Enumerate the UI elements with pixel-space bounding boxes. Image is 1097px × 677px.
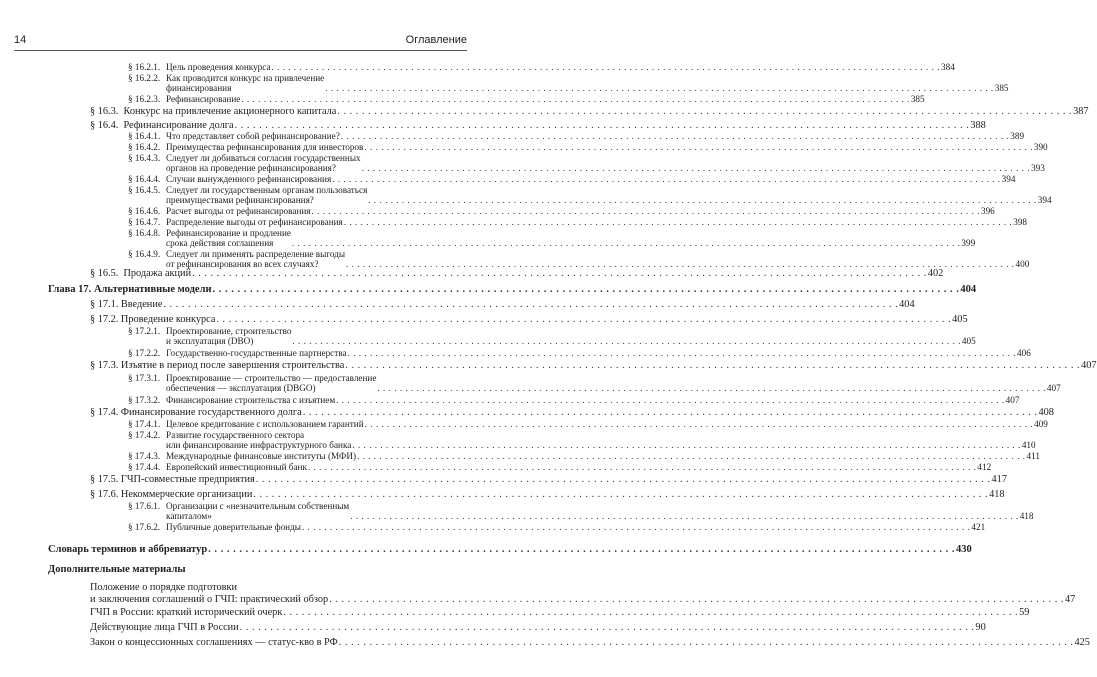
- toc-entry[interactable]: [90, 489, 1005, 501]
- toc-entry-title: Как проводится конкурс на привлечение финансирования: [166, 72, 325, 94]
- toc-entry-page: 425: [1074, 637, 1090, 648]
- toc-entry-page: 407: [1005, 395, 1020, 405]
- dot-leader: . . . . . . . . . . . . . . . . . . . . . . . . . . . . . . . . . . . . . . . . . . . . . . . . . . . . . . . . . . . . . . . . . . . . . . . . . . . . . . . . . . . . . . . . . . . . . . . . . . . . . . . . . . . . . . . . . . . . . . . .: [336, 395, 1005, 405]
- toc-entry-title: Цель проведения конкурса: [166, 62, 271, 72]
- toc-entry[interactable]: [128, 62, 955, 73]
- toc-entry-title: Европейский инвестиционный банк: [166, 462, 307, 472]
- toc-entry-title: Проектирование, строительство и эксплуатация (DBO): [166, 325, 292, 347]
- toc-entry-page: 90: [975, 622, 986, 633]
- toc-entry-number: § 16.4.6.: [128, 206, 161, 216]
- toc-entry-number: § 16.5.: [90, 268, 124, 279]
- toc-entry[interactable]: [128, 94, 925, 105]
- toc-entry-page: 421: [971, 522, 986, 532]
- toc-entry[interactable]: [48, 544, 972, 556]
- toc-entry-title: Некоммерческие организации: [120, 489, 253, 500]
- dot-leader: . . . . . . . . . . . . . . . . . . . . . . . . . . . . . . . . . . . . . . . . . . . . . . . . . . . . . . . . . . . . . . . . . . . . . . . . . . . . . . . . . . . . . . . . . . . . . . . . . . . . . . . . . . . . . . . . . . . . . . . .: [239, 622, 975, 633]
- toc-entry-page: 399: [961, 238, 976, 249]
- toc-entry-page: 407: [1046, 383, 1061, 394]
- toc-entry-title: Изъятие в период после завершения строительства: [120, 360, 345, 371]
- toc-entry-page: 394: [1037, 195, 1052, 206]
- toc-entry-title: Проведение конкурса: [120, 314, 216, 325]
- toc-entry[interactable]: [128, 372, 1061, 394]
- toc-entry-page: 417: [991, 474, 1007, 485]
- toc-entry-number: § 16.2.3.: [128, 94, 161, 104]
- toc-entry[interactable]: [90, 360, 1097, 372]
- dot-leader: . . . . . . . . . . . . . . . . . . . . . . . . . . . . . . . . . . . . . . . . . . . . . . . . . . . . . . . . . . . . . . . . . . . . . . . . . . . . . . . . . . . . . . . . . . . . . . . . . . . . . . . . . . . . . . . . . . . . . . . .: [364, 142, 1033, 152]
- dot-leader: . . . . . . . . . . . . . . . . . . . . . . . . . . . . . . . . . . . . . . . . . . . . . . . . . . . . . . . . . . . . . . . . . . . . . . . . . . . . . . . . . . . . . . . . . . . . . . . . . . . . . . . . . . . . . . . . . . . . . . . .: [212, 284, 960, 295]
- toc-entry[interactable]: [128, 227, 976, 249]
- toc-entry-number: § 17.2.2.: [128, 348, 161, 358]
- toc-entry[interactable]: [128, 419, 1048, 430]
- toc-entry[interactable]: [128, 217, 1027, 228]
- dot-leader: . . . . . . . . . . . . . . . . . . . . . . . . . . . . . . . . . . . . . . . . . . . . . . . . . . . . . . . . . . . . . . . . . . . . . . . . . . . . . . . . . . . . . . . . . . . . . . . . . . . . . . . . . . . . . . . . . . . . . . . .: [234, 120, 970, 131]
- toc-entry[interactable]: [90, 607, 1030, 619]
- toc-entry-number: § 16.4.9.: [128, 249, 161, 259]
- toc-entry[interactable]: [128, 500, 1034, 522]
- dot-leader: . . . . . . . . . . . . . . . . . . . . . . . . . . . . . . . . . . . . . . . . . . . . . . . . . . . . . . . . . . . . . . . . . . . . . . . . . . . . . . . . . . . . . . . . . . . . . . . . . . . . . . . . . . . . . . . . . . . . . . . .: [311, 206, 980, 216]
- dot-leader: . . . . . . . . . . . . . . . . . . . . . . . . . . . . . . . . . . . . . . . . . . . . . . . . . . . . . . . . . . . . . . . . . . . . . . . . . . . . . . . . . . . . . . . . . . . . . . . . . . . . . . . . . . . . . . . . . . . . . . . .: [163, 299, 899, 310]
- toc-entry-title: Введение: [120, 299, 163, 310]
- toc-entry-page: 400: [1015, 259, 1030, 270]
- toc-entry-page: 390: [1033, 142, 1048, 152]
- dot-leader: . . . . . . . . . . . . . . . . . . . . . . . . . . . . . . . . . . . . . . . . . . . . . . . . . . . . . . . . . . . . . . . . . . . . . . . . . . . . . . . . . . . . . . . . . . . . . . . . . . . . . . . . . . . . . . . . . . . . . . . .: [301, 522, 971, 532]
- toc-entry-page: 418: [1019, 511, 1034, 522]
- toc-entry-number: § 16.4.2.: [128, 142, 161, 152]
- toc-entry[interactable]: [128, 395, 1020, 406]
- toc-entry[interactable]: [90, 299, 915, 311]
- toc-entry[interactable]: [128, 248, 1030, 270]
- toc-entry-page: 407: [1081, 360, 1097, 371]
- toc-entry-page: 385: [994, 83, 1009, 94]
- dot-leader: . . . . . . . . . . . . . . . . . . . . . . . . . . . . . . . . . . . . . . . . . . . . . . . . . . . . . . . . . . . . . . . . . . . . . . . . . . . . . . . . . . . . . . . . . . . . . . . . . . . . . . . . . . . . . . . . . . . . . . . .: [292, 336, 961, 347]
- toc-entry-title: Продажа акций: [123, 268, 192, 279]
- dot-leader: . . . . . . . . . . . . . . . . . . . . . . . . . . . . . . . . . . . . . . . . . . . . . . . . . . . . . . . . . . . . . . . . . . . . . . . . . . . . . . . . . . . . . . . . . . . . . . . . . . . . . . . . . . . . . . . . . . . . . . . .: [325, 83, 994, 94]
- toc-entry[interactable]: [90, 407, 1054, 419]
- toc-entry-title: Случаи вынужденного рефинансирования: [166, 174, 332, 184]
- toc-entry[interactable]: [128, 451, 1040, 462]
- toc-entry[interactable]: [90, 622, 986, 634]
- dot-leader: . . . . . . . . . . . . . . . . . . . . . . . . . . . . . . . . . . . . . . . . . . . . . . . . . . . . . . . . . . . . . . . . . . . . . . . . . . . . . . . . . . . . . . . . . . . . . . . . . . . . . . . . . . . . . . . . . . . . . . . .: [255, 474, 991, 485]
- dot-leader: . . . . . . . . . . . . . . . . . . . . . . . . . . . . . . . . . . . . . . . . . . . . . . . . . . . . . . . . . . . . . . . . . . . . . . . . . . . . . . . . . . . . . . . . . . . . . . . . . . . . . . . . . . . . . . . . . . . . . . . .: [283, 607, 1019, 618]
- toc-entry-title: Развитие государственного сектора или финансирование инфраструктурного банка: [166, 429, 352, 451]
- toc-entry-title: Словарь терминов и аббревиатур: [48, 544, 208, 555]
- toc-entry[interactable]: [128, 522, 986, 533]
- dot-leader: . . . . . . . . . . . . . . . . . . . . . . . . . . . . . . . . . . . . . . . . . . . . . . . . . . . . . . . . . . . . . . . . . . . . . . . . . . . . . . . . . . . . . . . . . . . . . . . . . . . . . . . . . . . . . . . . . . . . . . . .: [291, 238, 961, 249]
- toc-entry-title: Конкурс на привлечение акционерного капитала: [123, 106, 337, 117]
- toc-entry-title: Финансирование государственного долга: [120, 407, 302, 418]
- toc-entry-page: 408: [1038, 407, 1054, 418]
- toc-entry-page: 384: [941, 62, 955, 72]
- toc-entry-page: 398: [1013, 217, 1027, 227]
- toc-entry-number: § 17.2.: [90, 314, 121, 325]
- toc-entry-title: Рефинансирование: [166, 94, 241, 104]
- dot-leader: . . . . . . . . . . . . . . . . . . . . . . . . . . . . . . . . . . . . . . . . . . . . . . . . . . . . . . . . . . . . . . . . . . . . . . . . . . . . . . . . . . . . . . . . . . . . . . . . . . . . . . . . . . . . . . . . . . . . . . . .: [361, 163, 1031, 174]
- toc-entry[interactable]: [128, 325, 976, 347]
- toc-entry-title: Международные финансовые институты (МФИ): [166, 451, 357, 461]
- toc-entry-page: 59: [1019, 607, 1030, 618]
- toc-entry-title: Преимущества рефинансирования для инвесторов: [166, 142, 364, 152]
- toc-entry-page: 393: [1031, 163, 1045, 174]
- dot-leader: . . . . . . . . . . . . . . . . . . . . . . . . . . . . . . . . . . . . . . . . . . . . . . . . . . . . . . . . . . . . . . . . . . . . . . . . . . . . . . . . . . . . . . . . . . . . . . . . . . . . . . . . . . . . . . . . . . . . . . . .: [338, 637, 1074, 648]
- toc-entry-number: § 17.3.: [90, 360, 121, 371]
- toc-entry-number: § 17.5.: [90, 474, 121, 485]
- toc-entry-number: § 16.4.8.: [128, 228, 161, 238]
- dot-leader: . . . . . . . . . . . . . . . . . . . . . . . . . . . . . . . . . . . . . . . . . . . . . . . . . . . . . . . . . . . . . . . . . . . . . . . . . . . . . . . . . . . . . . . . . . . . . . . . . . . . . . . . . . . . . . . . . . . . . . . .: [364, 419, 1034, 429]
- dot-leader: . . . . . . . . . . . . . . . . . . . . . . . . . . . . . . . . . . . . . . . . . . . . . . . . . . . . . . . . . . . . . . . . . . . . . . . . . . . . . . . . . . . . . . . . . . . . . . . . . . . . . . . . . . . . . . . . . . . . . . . .: [368, 195, 1037, 206]
- toc-entry-page: 396: [980, 206, 995, 216]
- toc-entry-title: ГЧП в России: краткий исторический очерк: [90, 607, 283, 618]
- toc-entry-number: § 17.3.1.: [128, 373, 161, 383]
- toc-entry-page: 404: [899, 299, 915, 310]
- toc-entry-page: 430: [956, 544, 972, 555]
- toc-entry-page: 47: [1064, 594, 1076, 605]
- dot-leader: . . . . . . . . . . . . . . . . . . . . . . . . . . . . . . . . . . . . . . . . . . . . . . . . . . . . . . . . . . . . . . . . . . . . . . . . . . . . . . . . . . . . . . . . . . . . . . . . . . . . . . . . . . . . . . . . . . . . . . . .: [271, 62, 940, 72]
- dot-leader: . . . . . . . . . . . . . . . . . . . . . . . . . . . . . . . . . . . . . . . . . . . . . . . . . . . . . . . . . . . . . . . . . . . . . . . . . . . . . . . . . . . . . . . . . . . . . . . . . . . . . . . . . . . . . . . . . . . . . . . .: [302, 407, 1038, 418]
- toc-entry-title: Финансирование строительства с изъятием: [166, 395, 336, 405]
- toc-entry[interactable]: [128, 174, 1016, 185]
- toc-entry-page: 394: [1001, 174, 1016, 184]
- toc-entry-number: § 17.6.: [90, 489, 121, 500]
- toc-entry[interactable]: [128, 206, 995, 217]
- dot-leader: . . . . . . . . . . . . . . . . . . . . . . . . . . . . . . . . . . . . . . . . . . . . . . . . . . . . . . . . . . . . . . . . . . . . . . . . . . . . . . . . . . . . . . . . . . . . . . . . . . . . . . . . . . . . . . . . . . . . . . . .: [208, 544, 956, 555]
- toc-entry-number: § 16.4.5.: [128, 185, 161, 195]
- toc-entry[interactable]: [128, 348, 1031, 359]
- toc-entry-number: Глава 17.: [48, 284, 94, 295]
- toc-entry-number: § 17.6.2.: [128, 522, 161, 532]
- toc-entry-title: Что представляет собой рефинансирование?: [166, 131, 340, 141]
- toc-entry-page: 405: [961, 336, 976, 347]
- toc-entry-number: § 16.4.: [90, 120, 124, 131]
- dot-leader: . . . . . . . . . . . . . . . . . . . . . . . . . . . . . . . . . . . . . . . . . . . . . . . . . . . . . . . . . . . . . . . . . . . . . . . . . . . . . . . . . . . . . . . . . . . . . . . . . . . . . . . . . . . . . . . . . . . . . . . .: [377, 383, 1046, 394]
- toc-entry-number: § 17.4.1.: [128, 419, 161, 429]
- toc-entry-number: § 16.4.3.: [128, 153, 161, 163]
- toc-entry-number: § 17.3.2.: [128, 395, 161, 405]
- toc-entry[interactable]: [128, 429, 1036, 451]
- toc-entry-title: Публичные доверительные фонды: [166, 522, 301, 532]
- toc-entry-page: 406: [1017, 348, 1031, 358]
- dot-leader: . . . . . . . . . . . . . . . . . . . . . . . . . . . . . . . . . . . . . . . . . . . . . . . . . . . . . . . . . . . . . . . . . . . . . . . . . . . . . . . . . . . . . . . . . . . . . . . . . . . . . . . . . . . . . . . . . . . . . . . .: [345, 360, 1081, 371]
- toc-entry[interactable]: [128, 142, 1048, 153]
- toc-entry-number: § 16.2.2.: [128, 73, 161, 83]
- toc-entry-page: 388: [970, 120, 986, 131]
- toc-entry-page: 404: [960, 284, 977, 295]
- toc-entry-number: § 17.6.1.: [128, 501, 161, 511]
- toc-entry-title: Действующие лица ГЧП в России: [90, 622, 239, 633]
- toc-entry-title: Рефинансирование долга: [123, 120, 234, 131]
- toc-entry-title: Положение о порядке подготовки и заключения соглашений о ГЧП: практический обзор: [90, 582, 329, 605]
- dot-leader: . . . . . . . . . . . . . . . . . . . . . . . . . . . . . . . . . . . . . . . . . . . . . . . . . . . . . . . . . . . . . . . . . . . . . . . . . . . . . . . . . . . . . . . . . . . . . . . . . . . . . . . . . . . . . . . . . . . . . . . .: [253, 489, 989, 500]
- toc-entry-number: § 16.4.1.: [128, 131, 161, 141]
- toc-entry-title: Следует ли государственным органам пользоваться преимуществами рефинансирования?: [166, 184, 368, 206]
- toc-entry-number: § 16.4.4.: [128, 174, 161, 184]
- toc-entry[interactable]: [128, 72, 1009, 94]
- toc-entry[interactable]: [128, 152, 1045, 174]
- toc-entry[interactable]: [48, 284, 977, 296]
- dot-leader: . . . . . . . . . . . . . . . . . . . . . . . . . . . . . . . . . . . . . . . . . . . . . . . . . . . . . . . . . . . . . . . . . . . . . . . . . . . . . . . . . . . . . . . . . . . . . . . . . . . . . . . . . . . . . . . . . . . . . . . .: [307, 462, 977, 472]
- toc-entry[interactable]: [90, 268, 944, 280]
- dot-leader: . . . . . . . . . . . . . . . . . . . . . . . . . . . . . . . . . . . . . . . . . . . . . . . . . . . . . . . . . . . . . . . . . . . . . . . . . . . . . . . . . . . . . . . . . . . . . . . . . . . . . . . . . . . . . . . . . . . . . . . .: [350, 511, 1019, 522]
- toc-entry-number: § 17.4.3.: [128, 451, 161, 461]
- toc-entry-number: § 16.3.: [90, 106, 124, 117]
- dot-leader: . . . . . . . . . . . . . . . . . . . . . . . . . . . . . . . . . . . . . . . . . . . . . . . . . . . . . . . . . . . . . . . . . . . . . . . . . . . . . . . . . . . . . . . . . . . . . . . . . . . . . . . . . . . . . . . . . . . . . . . .: [346, 259, 1015, 270]
- toc-entry-title: Организации с «незначительным собственным капиталом»: [166, 500, 350, 522]
- toc-entry-page: 412: [977, 462, 992, 472]
- dot-leader: . . . . . . . . . . . . . . . . . . . . . . . . . . . . . . . . . . . . . . . . . . . . . . . . . . . . . . . . . . . . . . . . . . . . . . . . . . . . . . . . . . . . . . . . . . . . . . . . . . . . . . . . . . . . . . . . . . . . . . . .: [337, 106, 1073, 117]
- toc-entry-title: Целевое кредитование с использованием гарантий: [166, 419, 364, 429]
- toc-entry[interactable]: [90, 474, 1007, 486]
- dot-leader: . . . . . . . . . . . . . . . . . . . . . . . . . . . . . . . . . . . . . . . . . . . . . . . . . . . . . . . . . . . . . . . . . . . . . . . . . . . . . . . . . . . . . . . . . . . . . . . . . . . . . . . . . . . . . . . . . . . . . . . .: [340, 131, 1010, 141]
- dot-leader: . . . . . . . . . . . . . . . . . . . . . . . . . . . . . . . . . . . . . . . . . . . . . . . . . . . . . . . . . . . . . . . . . . . . . . . . . . . . . . . . . . . . . . . . . . . . . . . . . . . . . . . . . . . . . . . . . . . . . . . .: [216, 314, 952, 325]
- dot-leader: . . . . . . . . . . . . . . . . . . . . . . . . . . . . . . . . . . . . . . . . . . . . . . . . . . . . . . . . . . . . . . . . . . . . . . . . . . . . . . . . . . . . . . . . . . . . . . . . . . . . . . . . . . . . . . . . . . . . . . . .: [352, 440, 1021, 451]
- dot-leader: . . . . . . . . . . . . . . . . . . . . . . . . . . . . . . . . . . . . . . . . . . . . . . . . . . . . . . . . . . . . . . . . . . . . . . . . . . . . . . . . . . . . . . . . . . . . . . . . . . . . . . . . . . . . . . . . . . . . . . . .: [343, 217, 1013, 227]
- toc-entry-page: 409: [1034, 419, 1048, 429]
- toc-entry-title: Следует ли применять распределение выгоды от рефинансирования во всех случаях?: [166, 248, 346, 270]
- dot-leader: . . . . . . . . . . . . . . . . . . . . . . . . . . . . . . . . . . . . . . . . . . . . . . . . . . . . . . . . . . . . . . . . . . . . . . . . . . . . . . . . . . . . . . . . . . . . . . . . . . . . . . . . . . . . . . . . . . . . . . . .: [332, 174, 1001, 184]
- toc-entry-title: Следует ли добиваться согласия государственных органов на проведение рефинансирования?: [166, 152, 361, 174]
- toc-entry-number: § 17.4.2.: [128, 430, 161, 440]
- toc-entry-number: § 16.4.7.: [128, 217, 161, 227]
- toc-entry-title: Распределение выгоды от рефинансирования: [166, 217, 343, 227]
- toc-entry[interactable]: [90, 582, 1076, 606]
- toc-entry-title: Закон о концессионных соглашениях — статус-кво в РФ: [90, 637, 338, 648]
- toc-entry-number: § 17.4.: [90, 407, 121, 418]
- toc-entry[interactable]: [128, 131, 1025, 142]
- toc-entry-page: 385: [910, 94, 925, 104]
- toc-entry-title: ГЧП-совместные предприятия: [120, 474, 255, 485]
- toc-entry-page: 405: [952, 314, 968, 325]
- dot-leader: . . . . . . . . . . . . . . . . . . . . . . . . . . . . . . . . . . . . . . . . . . . . . . . . . . . . . . . . . . . . . . . . . . . . . . . . . . . . . . . . . . . . . . . . . . . . . . . . . . . . . . . . . . . . . . . . . . . . . . . .: [357, 451, 1026, 461]
- toc-entry-title: Государственно-государственные партнерства: [166, 348, 347, 358]
- toc-entry-page: 387: [1073, 106, 1089, 117]
- toc-entry[interactable]: [90, 106, 1089, 118]
- running-title: Оглавление: [405, 34, 467, 46]
- toc-entry[interactable]: [128, 184, 1052, 206]
- toc-entry-number: § 17.4.4.: [128, 462, 161, 472]
- toc-entry-title: Рефинансирование и продление срока действия соглашения: [166, 227, 291, 249]
- dot-leader: . . . . . . . . . . . . . . . . . . . . . . . . . . . . . . . . . . . . . . . . . . . . . . . . . . . . . . . . . . . . . . . . . . . . . . . . . . . . . . . . . . . . . . . . . . . . . . . . . . . . . . . . . . . . . . . . . . . . . . . .: [347, 348, 1017, 358]
- toc-entry-number: § 16.2.1.: [128, 62, 161, 72]
- toc-entry[interactable]: [90, 314, 968, 326]
- toc-entry-title: Расчет выгоды от рефинансирования: [166, 206, 311, 216]
- toc-entry-number: § 17.2.1.: [128, 326, 161, 336]
- toc-entry[interactable]: [128, 462, 992, 473]
- section-heading: Дополнительные материалы: [48, 564, 186, 575]
- toc-entry-page: 411: [1026, 451, 1040, 461]
- toc-entry[interactable]: [90, 637, 1090, 649]
- toc-entry-page: 389: [1010, 131, 1025, 141]
- dot-leader: . . . . . . . . . . . . . . . . . . . . . . . . . . . . . . . . . . . . . . . . . . . . . . . . . . . . . . . . . . . . . . . . . . . . . . . . . . . . . . . . . . . . . . . . . . . . . . . . . . . . . . . . . . . . . . . . . . . . . . . .: [329, 594, 1064, 605]
- page-number: 14: [14, 34, 27, 46]
- toc-entry-number: § 17.1.: [90, 299, 121, 310]
- toc-entry-title: Альтернативные модели: [93, 284, 212, 295]
- toc-entry-page: 410: [1021, 440, 1036, 451]
- dot-leader: . . . . . . . . . . . . . . . . . . . . . . . . . . . . . . . . . . . . . . . . . . . . . . . . . . . . . . . . . . . . . . . . . . . . . . . . . . . . . . . . . . . . . . . . . . . . . . . . . . . . . . . . . . . . . . . . . . . . . . . .: [241, 94, 910, 104]
- toc-entry-title: Проектирование — строительство — предоставление обеспечения — эксплуатация (DBGO): [166, 372, 377, 394]
- dot-leader: . . . . . . . . . . . . . . . . . . . . . . . . . . . . . . . . . . . . . . . . . . . . . . . . . . . . . . . . . . . . . . . . . . . . . . . . . . . . . . . . . . . . . . . . . . . . . . . . . . . . . . . . . . . . . . . . . . . . . . . .: [192, 268, 927, 279]
- toc-entry-page: 402: [927, 268, 944, 279]
- toc-entry-page: 418: [989, 489, 1005, 500]
